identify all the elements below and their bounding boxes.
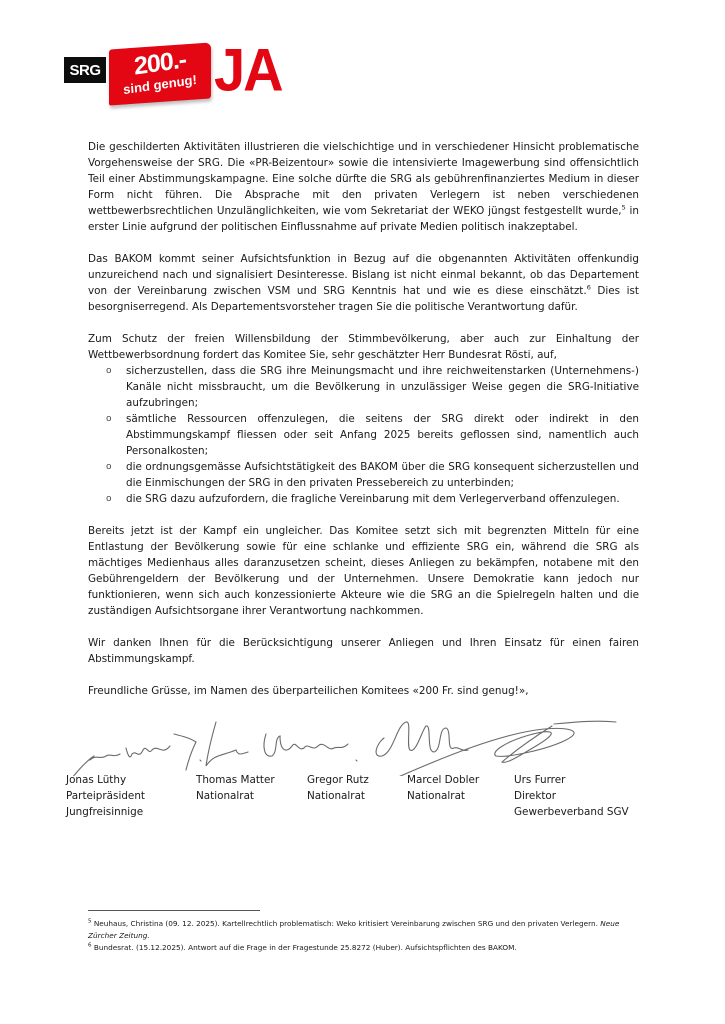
signer-name: Gregor Rutz [307, 774, 369, 786]
paragraph-srg-activities [88, 139, 639, 235]
signer-role: Direktor [514, 790, 557, 802]
signature-dobler [376, 722, 468, 756]
paragraph-text-end: Dies ist besorgniserregend. Als Departementsvorsteher tragen Sie die politische Verantwortung dafür. [88, 285, 639, 313]
list-item [106, 411, 639, 459]
footnote-ref-6: 6 [586, 283, 591, 292]
paragraph-text: Das BAKOM kommt seiner Aufsichtsfunktion in Bezug auf die obgenannten Aktivitäten offenkundig unzureichend nach und signalisiert Desinteresse. Bislang ist nicht einmal bekannt, ob das Departement von der Vereinbarung zwischen VSM und SRG Kenntnis hat und wie es diese einschätzt. [88, 253, 639, 297]
signatures-block [66, 716, 666, 826]
footnote-5 [88, 918, 648, 942]
logo-flag-amount: 200.- [133, 45, 187, 81]
logo-srg-box: SRG [64, 57, 106, 83]
paragraph-thanks: Wir danken Ihnen für die Berücksichtigung unserer Anliegen und Ihren Einsatz für einen fairen Abstimmungskampf. [88, 637, 639, 665]
footnote-text: Neuhaus, Christina (09. 12. 2025). Kartellrechtlich problematisch: Weko kritisiert Vereinbarung zwischen SRG und den privaten Verlegern. [93, 919, 601, 928]
signer-organization: Gewerbeverband SGV [514, 806, 629, 818]
footnote-ref-5: 5 [621, 203, 626, 212]
signer-urs-furrer [514, 772, 629, 820]
list-item-text: sämtliche Ressourcen offenzulegen, die seitens der SRG direkt oder indirekt in den Abstimmungskampf fliessen oder seit Anfang 2025 bereits geflossen sind, namentlich auch Personalkosten; [126, 413, 639, 457]
bullet-circle-icon: o [106, 462, 112, 472]
bullet-circle-icon: o [106, 494, 112, 504]
bullet-circle-icon: o [106, 366, 112, 376]
paragraph-bakom [88, 251, 639, 315]
signer-marcel-dobler [407, 772, 479, 804]
handwritten-signatures [66, 716, 666, 776]
footnote-source: Neue Zürcher Zeitung. [88, 919, 620, 940]
footnotes [88, 918, 648, 954]
logo-flag-slogan: sind genug! [122, 71, 198, 98]
signature-matter [174, 722, 248, 770]
signer-name: Marcel Dobler [407, 774, 480, 786]
footnote-text: Bundesrat. (15.12.2025). Antwort auf die Frage in der Fragestunde 25.8272 (Huber). Aufsichtspflichten des BAKOM. [93, 943, 517, 952]
logo-red-flag [109, 42, 211, 105]
signer-role: Nationalrat [407, 790, 466, 802]
bullet-circle-icon: o [106, 414, 112, 424]
signer-jonas-luethy [66, 772, 145, 820]
paragraph-demands-intro: Zum Schutz der freien Willensbildung der Stimmbevölkerung, aber auch zur Einhaltung der Wettbewerbsordnung fordert das Komitee Sie, sehr geschätzter Herr Bundesrat Rösti, auf, [88, 333, 639, 361]
signature-rutz [264, 734, 357, 761]
footnote-separator [88, 910, 260, 911]
list-item-text: sicherzustellen, dass die SRG ihre Meinungsmacht und ihre reichweitenstarken (Unternehmens-) Kanäle nicht missbraucht, um die Bevölkerung in unzulässiger Weise gegen die SRG-Initiative aufzubringen; [126, 365, 639, 409]
signer-role: Nationalrat [196, 790, 255, 802]
signer-gregor-rutz [307, 772, 369, 804]
letter-body [88, 139, 639, 715]
signer-thomas-matter [196, 772, 275, 804]
footnote-number: 6 [88, 942, 92, 949]
list-item [106, 491, 639, 507]
signer-role: Parteipräsident [66, 790, 145, 802]
paragraph-text-end: in erster Linie aufgrund der politischen Einflussnahme auf private Medien politisch inakzeptabel. [88, 205, 639, 233]
list-item-text: die ordnungsgemässe Aufsichtstätigkeit des BAKOM über die SRG konsequent sicherzustellen und die Einmischungen der SRG in den privaten Pressebereich zu unterbinden; [126, 461, 639, 489]
campaign-logo [64, 35, 284, 108]
list-item [106, 459, 639, 491]
paragraph-text: Die geschilderten Aktivitäten illustrieren die vielschichtige und in verschiedener Hinsicht problematische Vorgehensweise der SRG. Die «PR-Beizentour» sowie die intensivierte Imagewerbung sind offensichtlich Teil einer Abstimmungskampagne. Eine solche dürfte die SRG als gebührenfinanziertes Medium in dieser Form nicht führen. Die Absprache mit den privaten Verlegern ist neben verschiedenen wettbewerbsrechtlichen Unzulänglichkeiten, wie vom Sekretariat der WEKO jüngst festgestellt wurde, [88, 141, 639, 217]
signer-name: Urs Furrer [514, 774, 566, 786]
signer-role: Nationalrat [307, 790, 366, 802]
signer-name: Jonas Lüthy [66, 774, 127, 786]
footnote-number: 5 [88, 918, 92, 925]
signer-name: Thomas Matter [196, 774, 275, 786]
signer-organization: Jungfreisinnige [66, 806, 144, 818]
list-item [106, 363, 639, 411]
demands-list [88, 363, 639, 507]
closing-greeting: Freundliche Grüsse, im Namen des überparteilichen Komitees «200 Fr. sind genug!», [88, 685, 529, 697]
paragraph-unequal-fight: Bereits jetzt ist der Kampf ein ungleicher. Das Komitee setzt sich mit begrenzten Mitteln für eine Entlastung der Bevölkerung sowie für eine schlanke und effiziente SRG ein, während die SRG als mächtiges Medienhaus alles daranzusetzen scheint, dieses Anliegen zu bekämpfen, notabene mit den Gebührengeldern der Bevölkerung und der Unternehmen. Unsere Demokratie kann jedoch nur funktionieren, wenn sich auch konzessionierte Akteure wie die SRG an die Spielregeln halten und die zuständigen Aufsichtsorgane ihrer Verantwortung nachkommen. [88, 525, 639, 617]
list-item-text: die SRG dazu aufzufordern, die fragliche Vereinbarung mit dem Verlegerverband offenzulegen. [126, 493, 620, 505]
footnote-6 [88, 942, 648, 954]
logo-ja: JA [214, 35, 282, 104]
